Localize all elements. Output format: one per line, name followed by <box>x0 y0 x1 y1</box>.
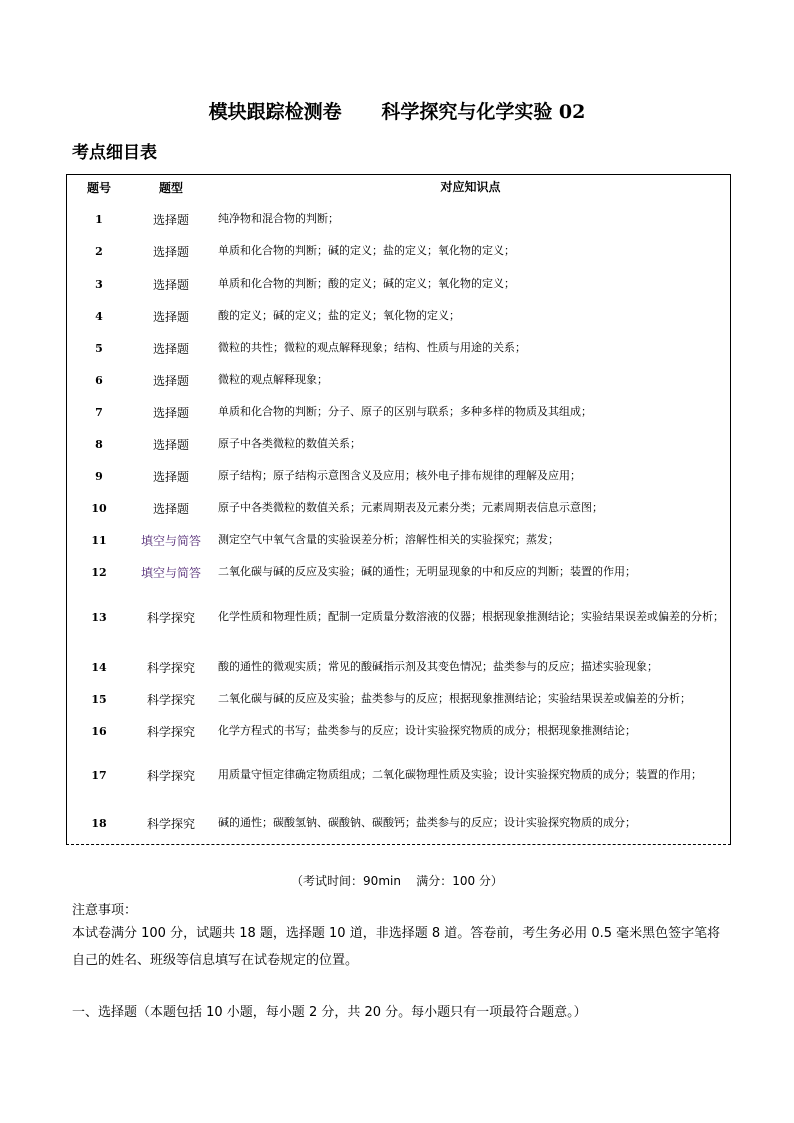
question-number: 16 <box>91 724 107 738</box>
table-row <box>67 268 730 300</box>
question-number: 11 <box>91 533 107 547</box>
question-number: 6 <box>95 373 103 387</box>
question-number: 17 <box>91 768 107 782</box>
question-number: 9 <box>95 469 103 483</box>
question-type: 科学探究 <box>146 692 195 707</box>
header-num: 题号 <box>86 180 111 195</box>
table-row <box>67 203 730 235</box>
question-type: 选择题 <box>152 373 189 388</box>
knowledge-points: 微粒的观点解释现象； <box>218 373 328 386</box>
question-type: 科学探究 <box>146 610 195 625</box>
knowledge-points: 二氧化碳与碱的反应及实验；碱的通性；无明显现象的中和反应的判断；装置的作用； <box>218 565 636 578</box>
question-number: 5 <box>95 341 103 355</box>
table-row <box>67 235 730 267</box>
question-type: 选择题 <box>152 437 189 452</box>
question-number: 10 <box>91 501 107 515</box>
part-one-heading: 一、选择题（本题包括 10 小题，每小题 2 分，共 20 分。每小题只有一项最符合题意。） <box>72 1005 587 1020</box>
question-type: 填空与简答 <box>140 565 201 580</box>
knowledge-points: 单质和化合物的判断；酸的定义；碱的定义；氧化物的定义； <box>218 277 515 290</box>
knowledge-points: 单质和化合物的判断；分子、原子的区别与联系；多种多样的物质及其组成； <box>218 405 592 418</box>
table-row <box>67 300 730 332</box>
question-number: 18 <box>91 816 107 830</box>
question-type: 选择题 <box>152 501 189 516</box>
knowledge-points: 单质和化合物的判断；碱的定义；盐的定义；氧化物的定义； <box>218 244 515 257</box>
table-row <box>67 364 730 396</box>
question-number: 12 <box>91 565 107 579</box>
knowledge-points: 纯净物和混合物的判断； <box>218 212 339 225</box>
header-type: 题型 <box>158 180 183 195</box>
knowledge-points: 化学方程式的书写；盐类参与的反应；设计实验探究物质的成分；根据现象推测结论； <box>218 724 636 737</box>
table-row <box>67 524 730 556</box>
question-number: 4 <box>95 309 103 323</box>
table-row <box>67 556 730 588</box>
question-type: 选择题 <box>152 309 189 324</box>
notes-body: 本试卷满分 100 分，试题共 18 题，选择题 10 道，非选择题 8 道。答卷前，考生务必用 0.5 毫米黑色签字笔将自己的姓名、班级等信息填写在试卷规定的位置。 <box>72 926 721 968</box>
table-row <box>67 460 730 492</box>
table-row <box>67 683 730 715</box>
question-number: 14 <box>91 660 107 674</box>
table-row <box>67 807 730 839</box>
knowledge-points: 测定空气中氧气含量的实验误差分析；溶解性相关的实验探究；蒸发； <box>218 533 559 546</box>
question-number: 3 <box>95 277 103 291</box>
knowledge-points: 酸的定义；碱的定义；盐的定义；氧化物的定义； <box>218 309 460 322</box>
knowledge-points: 用质量守恒定律确定物质组成；二氧化碳物理性质及实验；设计实验探究物质的成分；装置的作用； <box>218 768 702 781</box>
header-knowledge: 对应知识点 <box>440 180 501 194</box>
question-type: 选择题 <box>152 469 189 484</box>
question-number: 2 <box>95 244 103 258</box>
question-type: 填空与简答 <box>140 533 201 548</box>
knowledge-points: 碱的通性；碳酸氢钠、碳酸钠、碳酸钙；盐类参与的反应；设计实验探究物质的成分； <box>218 816 636 829</box>
table-row <box>67 428 730 460</box>
question-number: 8 <box>95 437 103 451</box>
question-number: 7 <box>95 405 103 419</box>
question-type: 科学探究 <box>146 768 195 783</box>
document-title: 模块跟踪检测卷 科学探究与化学实验 02 <box>208 101 586 123</box>
question-type: 选择题 <box>152 277 189 292</box>
knowledge-points: 原子结构；原子结构示意图含义及应用；核外电子排布规律的理解及应用； <box>218 469 581 482</box>
knowledge-points: 微粒的共性；微粒的观点解释现象；结构、性质与用途的关系； <box>218 341 526 354</box>
question-type: 科学探究 <box>146 660 195 675</box>
question-type: 选择题 <box>152 244 189 259</box>
knowledge-points: 化学性质和物理性质；配制一定质量分数溶液的仪器；根据现象推测结论；实验结果误差或偏差的分析； <box>218 610 724 623</box>
question-type: 科学探究 <box>146 724 195 739</box>
table-header-row <box>67 175 730 199</box>
question-number: 15 <box>91 692 107 706</box>
section-heading: 考点细目表 <box>72 143 157 163</box>
notes-title: 注意事项： <box>72 903 138 918</box>
question-type: 科学探究 <box>146 816 195 831</box>
table-row <box>67 492 730 524</box>
question-type: 选择题 <box>152 212 189 227</box>
knowledge-points: 二氧化碳与碱的反应及实验；盐类参与的反应；根据现象推测结论；实验结果误差或偏差的分析； <box>218 692 691 705</box>
knowledge-points: 原子中各类微粒的数值关系； <box>218 437 361 450</box>
question-type: 选择题 <box>152 341 189 356</box>
table-row <box>67 651 730 683</box>
question-type: 选择题 <box>152 405 189 420</box>
knowledge-points: 酸的通性的微观实质；常见的酸碱指示剂及其变色情况；盐类参与的反应；描述实验现象； <box>218 660 658 673</box>
table-row <box>67 586 730 648</box>
knowledge-table <box>66 174 731 845</box>
table-row <box>67 715 730 747</box>
question-number: 13 <box>91 610 107 624</box>
knowledge-points: 原子中各类微粒的数值关系；元素周期表及元素分类；元素周期表信息示意图； <box>218 501 603 514</box>
exam-time-line: （考试时间：90min 满分：100 分） <box>291 874 503 888</box>
table-row <box>67 396 730 428</box>
question-number: 1 <box>95 212 103 226</box>
table-row <box>67 744 730 806</box>
table-row <box>67 332 730 364</box>
